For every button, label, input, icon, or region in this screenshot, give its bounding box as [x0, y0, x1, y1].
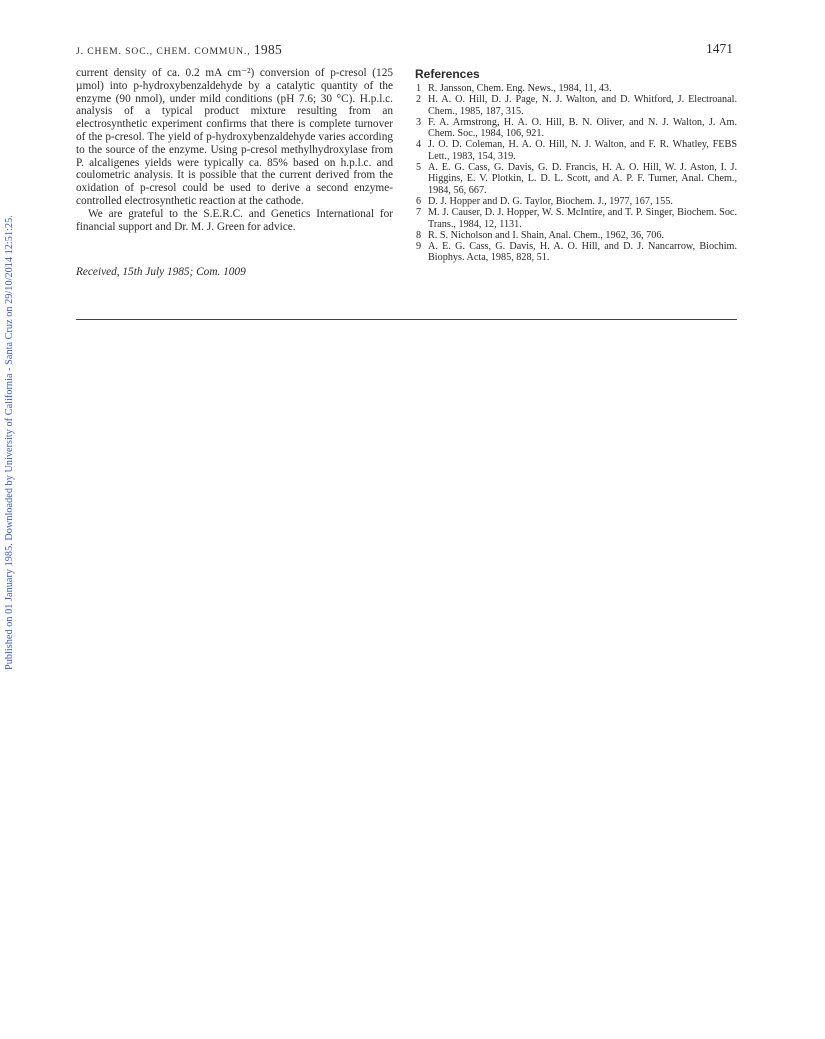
- reference-item: [415, 139, 737, 162]
- acknowledgement-paragraph: We are grateful to the S.E.R.C. and Genetics International for financial support and Dr. M. J. Green for advice.: [76, 207, 393, 233]
- body-column: [76, 67, 393, 233]
- reference-number: 6: [416, 195, 422, 207]
- reference-item: [415, 230, 737, 241]
- running-header: [76, 42, 282, 58]
- reference-number: 2: [416, 94, 422, 106]
- reference-item: [415, 196, 737, 207]
- reference-number: 7: [416, 207, 422, 219]
- reference-number: 9: [416, 241, 422, 253]
- reference-number: 5: [416, 162, 422, 174]
- reference-text: R. S. Nicholson and I. Shain, Anal. Chem., 1962, 36, 706.: [428, 229, 665, 241]
- reference-item: [415, 117, 737, 140]
- reference-item: [415, 241, 737, 264]
- reference-number: 1: [416, 83, 422, 94]
- reference-item: [415, 207, 737, 230]
- reference-item: [415, 94, 737, 117]
- reference-text: H. A. O. Hill, D. J. Page, N. J. Walton, and D. Whitford, J. Electroanal. Chem., 1985, 187, 315.: [428, 94, 737, 117]
- references-heading: References: [415, 67, 480, 81]
- received-line: Received, 15th July 1985; Com. 1009: [76, 266, 246, 278]
- section-divider: [76, 319, 737, 320]
- reference-text: A. E. G. Cass, G. Davis, G. D. Francis, H. A. O. Hill, W. J. Aston, I. J. Higgins, E. V. Plotkin, L. D. L. Scott, and A. P. F. Turner, Anal. Chem., 1984, 56, 667.: [428, 162, 737, 196]
- reference-number: 8: [416, 229, 422, 241]
- reference-number: 4: [416, 139, 422, 151]
- reference-text: J. O. D. Coleman, H. A. O. Hill, N. J. Walton, and F. R. Whatley, FEBS Lett., 1983, 154, 319.: [428, 139, 737, 162]
- page-number: 1471: [706, 41, 733, 56]
- reference-text: D. J. Hopper and D. G. Taylor, Biochem. J., 1977, 167, 155.: [428, 195, 673, 207]
- reference-item: [415, 83, 737, 94]
- download-watermark: [1, 150, 21, 670]
- references-column: [415, 67, 737, 264]
- journal-year: 1985: [253, 42, 283, 57]
- download-watermark-text: Published on 01 January 1985. Downloaded by University of California - Santa Cruz on 29/10/2014 12:51:25.: [4, 215, 15, 670]
- reference-text: R. Jansson, Chem. Eng. News., 1984, 11, 43.: [428, 83, 612, 94]
- reference-item: [415, 162, 737, 196]
- reference-text: F. A. Armstrong, H. A. O. Hill, B. N. Oliver, and N. J. Walton, J. Am. Chem. Soc., 1984, 106, 921.: [428, 116, 737, 140]
- body-paragraph: current density of ca. 0.2 mA cm⁻²) conversion of p-cresol (125 µmol) into p-hydroxybenzaldehyde by a catalytic quantity of the enzyme (90 nmol), under mild conditions (pH 7.6; 30 °C). H.p.l.c. analysis of a typical product mixture resulting from an electrosynthetic experiment confirms that there is complete turnover of the p-cresol. The yield of p-hydroxybenzaldehyde varies according to the source of the enzyme. Using p-cresol methylhydroxylase from P. alcaligenes yields were typically ca. 85% based on h.p.l.c. and coulometric analysis. It is possible that the current derived from the oxidation of p-cresol could be used to derive a second enzyme-controlled electrosynthetic reaction at the cathode.: [76, 67, 393, 207]
- journal-name: J. CHEM. SOC., CHEM. COMMUN.,: [76, 46, 251, 57]
- reference-text: A. E. G. Cass, G. Davis, H. A. O. Hill, and D. J. Nancarrow, Biochim. Biophys. Acta, 1985, 828, 51.: [428, 241, 737, 264]
- reference-text: M. J. Causer, D. J. Hopper, W. S. McIntire, and T. P. Singer, Biochem. Soc. Trans., 1984, 12, 1131.: [428, 207, 737, 230]
- reference-number: 3: [416, 116, 422, 128]
